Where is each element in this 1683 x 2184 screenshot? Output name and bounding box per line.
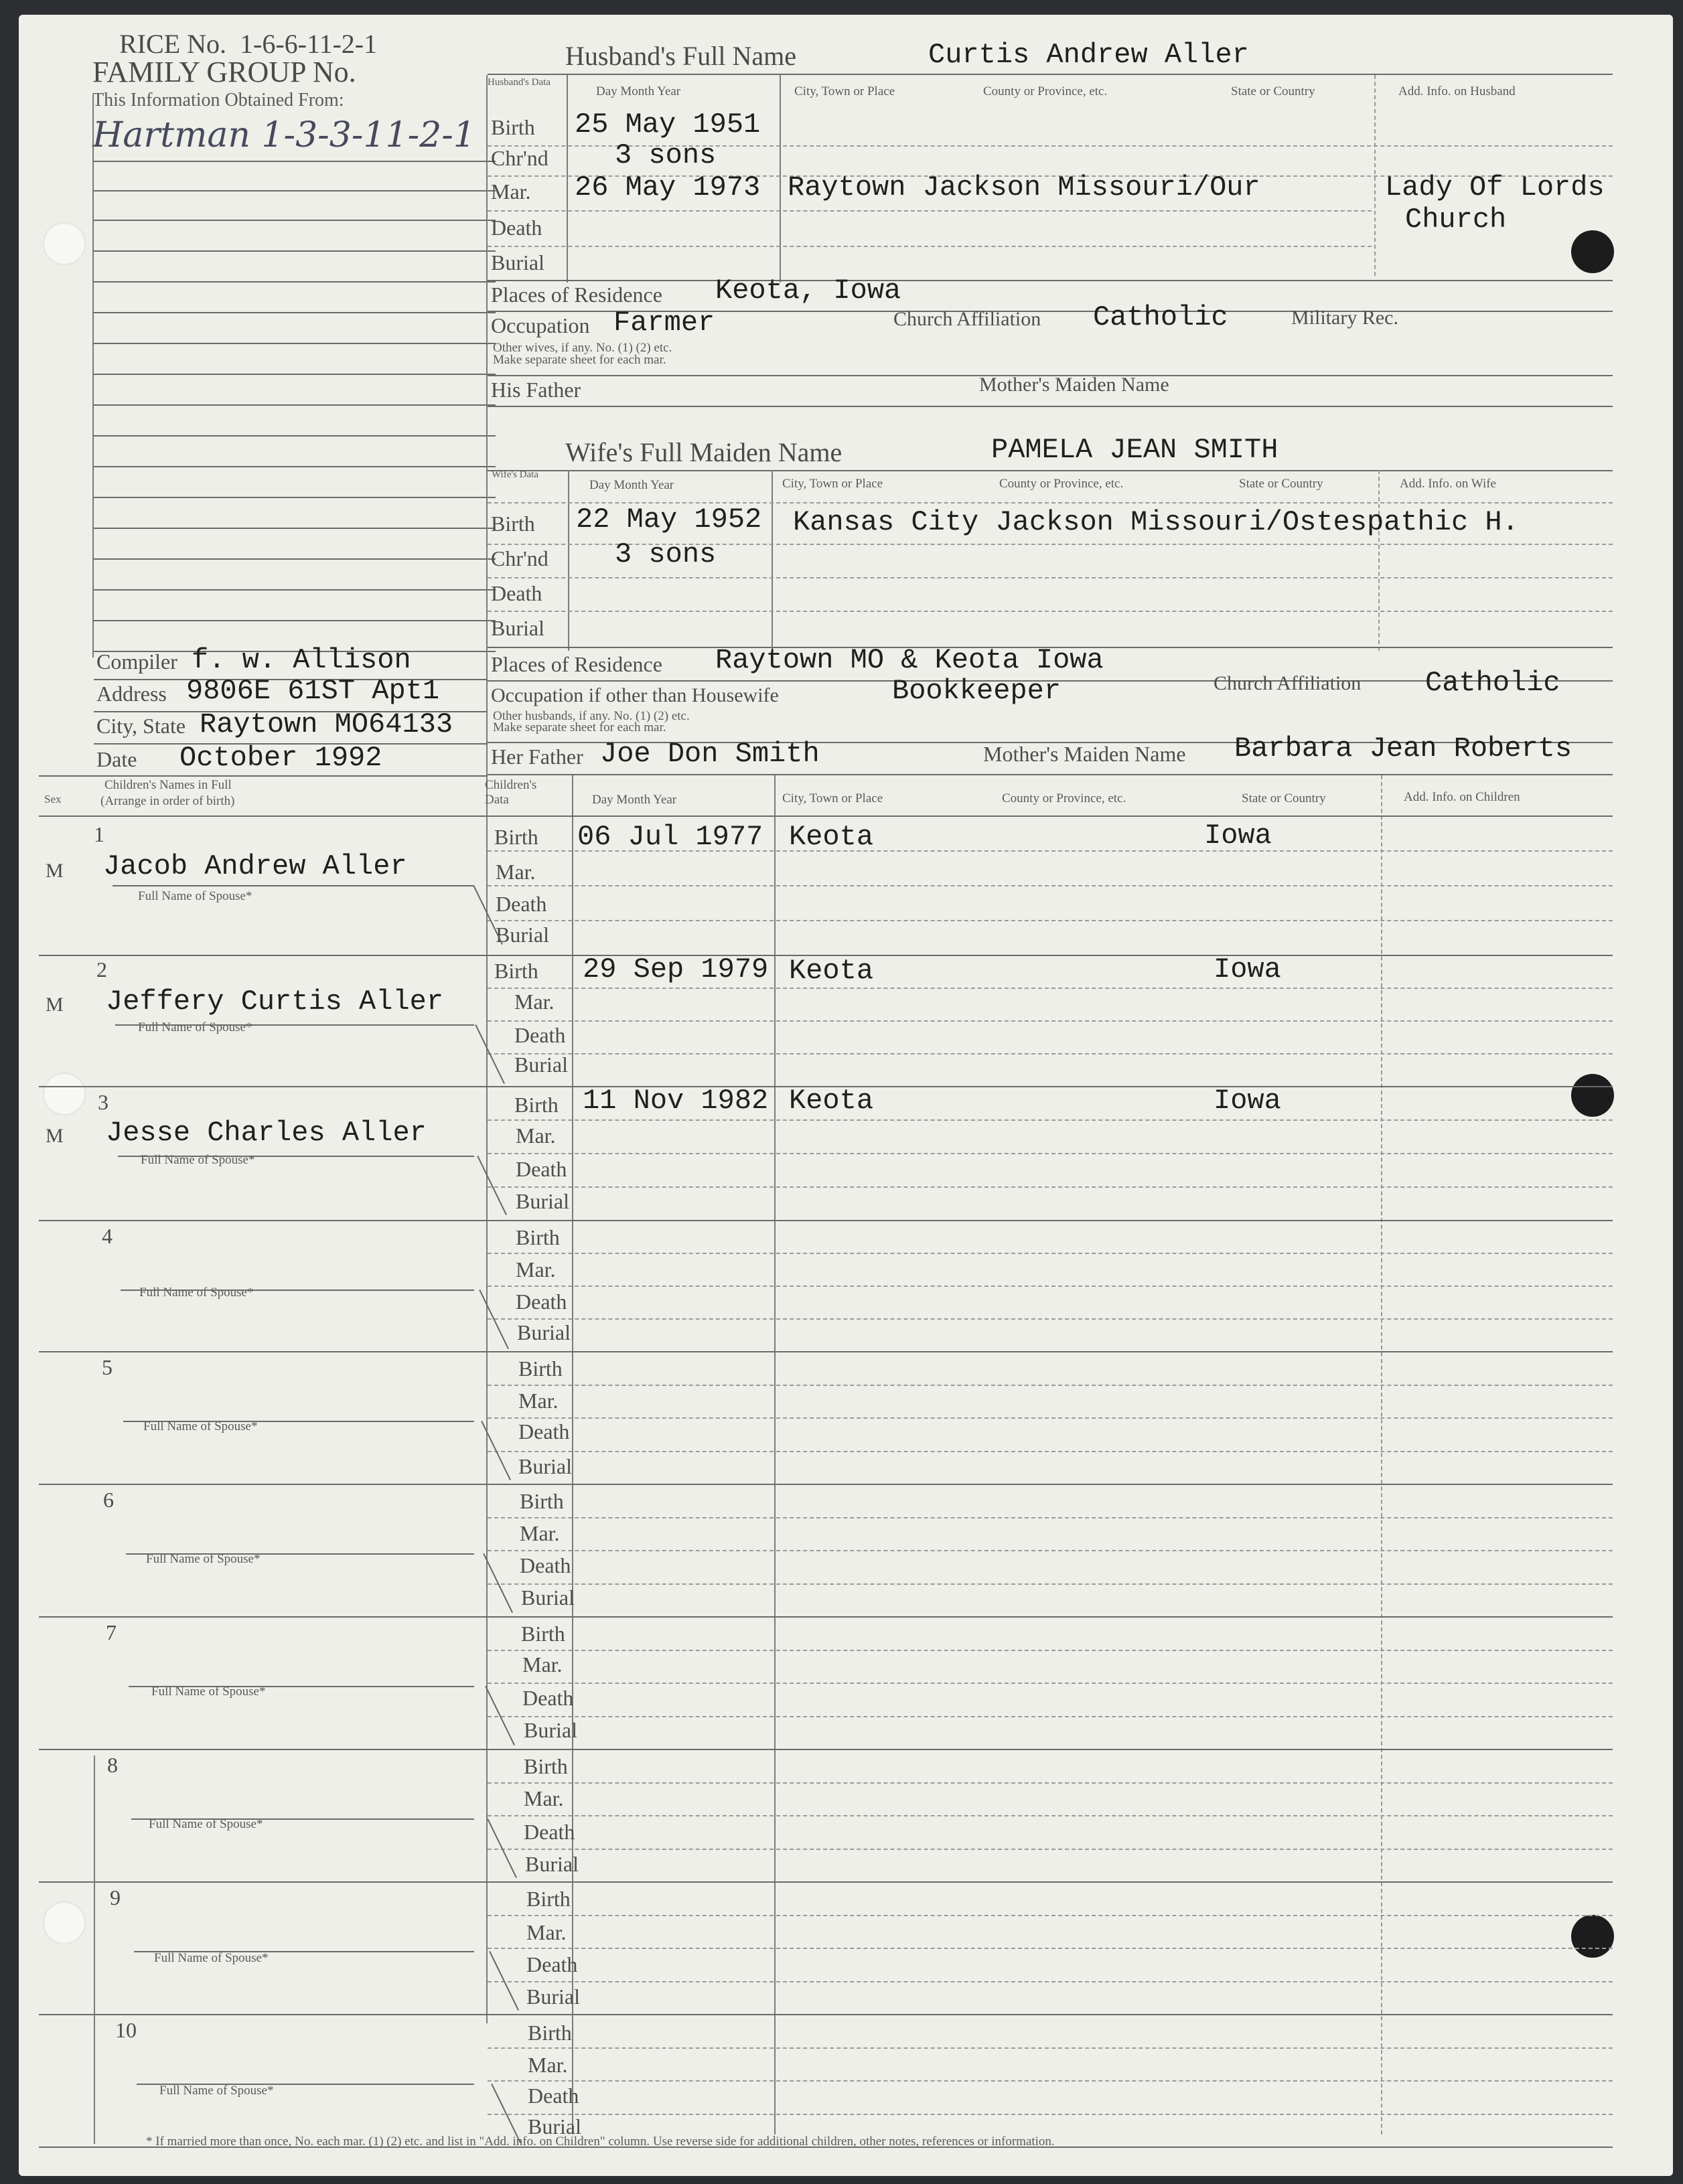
husband-col-county: County or Province, etc. <box>983 84 1108 98</box>
children-left-edge <box>94 1756 95 2144</box>
children-col-state: State or Country <box>1242 791 1326 805</box>
wife-church-value: Catholic <box>1425 667 1560 699</box>
child-number: 7 <box>106 1620 117 1644</box>
child-subrow-line <box>488 1318 1613 1320</box>
child-burial-label: Burial <box>528 2114 581 2138</box>
husband-mother-label: Mother's Maiden Name <box>979 374 1169 396</box>
child-subrow-line <box>488 1451 1613 1452</box>
child-number: 4 <box>102 1224 113 1248</box>
children-names-order: (Arrange in order of birth) <box>100 794 235 808</box>
husband-name-underline <box>488 74 1613 75</box>
family-group-sheet <box>19 15 1673 2176</box>
husband-mar-label: Mar. <box>491 179 531 204</box>
spouse-label: Full Name of Spouse* <box>138 1020 252 1034</box>
spouse-label: Full Name of Spouse* <box>154 1951 269 1965</box>
ledger-line <box>94 620 496 621</box>
compiler-value: f. w. Allison <box>192 644 411 676</box>
spouse-underline <box>121 1290 474 1291</box>
child-number: 9 <box>110 1885 121 1909</box>
husband-name-label: Husband's Full Name <box>565 41 796 71</box>
wife-father-label: Her Father <box>491 745 583 769</box>
wife-name-value: PAMELA JEAN SMITH <box>991 434 1278 466</box>
ledger-line <box>94 220 496 221</box>
child-mar-label: Mar. <box>514 990 555 1014</box>
child-block-separator <box>39 1086 1613 1087</box>
husband-mar-date: 26 May 1973 <box>575 171 761 204</box>
punch-hole-left-mid <box>43 1073 86 1115</box>
child-subrow-line <box>488 1385 1613 1386</box>
child-sex: M <box>46 994 64 1016</box>
spouse-label: Full Name of Spouse* <box>143 1419 258 1433</box>
child-sex: M <box>46 1125 64 1147</box>
child-sex: M <box>46 860 64 882</box>
children-col-info: Add. Info. on Children <box>1404 790 1520 804</box>
child-burial-label: Burial <box>514 1052 568 1077</box>
child-mar-label: Mar. <box>526 1920 567 1944</box>
child-subrow-line <box>488 885 1613 886</box>
child-block-separator <box>39 955 1613 956</box>
child-block-separator <box>39 1749 1613 1750</box>
child-subrow-line <box>488 1716 1613 1717</box>
date-label: Date <box>96 747 137 771</box>
row-line <box>488 611 1613 612</box>
child-block-separator <box>39 2014 1613 2015</box>
child-death-label: Death <box>516 1157 567 1181</box>
child-birth-label: Birth <box>518 1356 563 1381</box>
compiler-label: Compiler <box>96 649 177 674</box>
wife-chrnd-label: Chr'nd <box>491 546 548 570</box>
child-death-label: Death <box>526 1952 578 1976</box>
husband-col-state: State or Country <box>1231 84 1315 98</box>
child-subrow-line <box>488 1849 1613 1850</box>
child-birth-label: Birth <box>516 1225 560 1249</box>
wife-residence-label: Places of Residence <box>491 652 662 676</box>
husband-name-value: Curtis Andrew Aller <box>928 39 1249 71</box>
child-mar-label: Mar. <box>518 1389 559 1413</box>
spouse-underline <box>118 1156 474 1157</box>
husband-data-label: Husband's Data <box>488 77 551 88</box>
spouse-label: Full Name of Spouse* <box>141 1153 255 1167</box>
husband-burial-label: Burial <box>491 250 544 275</box>
children-names-label: Children's Names in Full <box>104 778 232 792</box>
spouse-underline <box>113 885 474 886</box>
wife-col-state: State or Country <box>1239 477 1323 491</box>
child-subrow-line <box>488 2047 1613 2049</box>
spouse-label: Full Name of Spouse* <box>138 889 252 903</box>
child-birth-state: Iowa <box>1204 820 1272 852</box>
child-subrow-line <box>488 988 1613 989</box>
obtained-from-value: Hartman 1-3-3-11-2-1 <box>92 115 475 155</box>
child-birth-city: Keota <box>789 955 874 987</box>
wife-mother-label: Mother's Maiden Name <box>983 742 1186 766</box>
wife-name-label: Wife's Full Maiden Name <box>565 437 843 467</box>
children-col-divider <box>774 775 776 2134</box>
child-subrow-line <box>488 1583 1613 1585</box>
child-mar-label: Mar. <box>528 2053 568 2077</box>
ledger-line <box>94 435 496 437</box>
wife-col-info: Add. Info. on Wife <box>1400 477 1496 491</box>
wife-mother-value: Barbara Jean Roberts <box>1234 732 1572 765</box>
city-label: City, State <box>96 714 186 738</box>
child-death-label: Death <box>514 1023 566 1047</box>
ledger-line <box>94 190 496 191</box>
wife-birth-place: Kansas City Jackson Missouri/Ostespathic H. <box>793 506 1519 538</box>
child-subrow-line <box>488 1948 1613 1949</box>
wife-other-husbands-1: Other husbands, if any. No. (1) (2) etc. <box>493 709 690 723</box>
spouse-underline <box>123 1421 474 1422</box>
child-number: 1 <box>94 822 104 846</box>
wife-col-divider <box>1378 470 1380 651</box>
husband-chrnd-value: 3 sons <box>615 139 717 171</box>
rice-no-label: RICE No. <box>119 29 226 59</box>
child-subrow-line <box>488 1815 1613 1816</box>
wife-occupation-label: Occupation if other than Housewife <box>491 684 779 706</box>
child-subrow-line <box>488 1253 1613 1254</box>
child-burial-label: Burial <box>524 1718 577 1742</box>
child-subrow-line <box>488 1981 1613 1982</box>
husband-occupation-label: Occupation <box>491 313 590 337</box>
spouse-label: Full Name of Spouse* <box>149 1817 263 1831</box>
child-subrow-line <box>488 1020 1613 1022</box>
husband-occupation-value: Farmer <box>613 307 715 339</box>
child-number: 2 <box>96 957 107 982</box>
address-value: 9806E 61ST Apt1 <box>186 675 440 707</box>
city-value: Raytown MO64133 <box>200 708 453 740</box>
husband-col-date: Day Month Year <box>596 84 681 98</box>
ledger-line <box>94 161 496 162</box>
husband-other-wives-2: Make separate sheet for each mar. <box>493 353 666 367</box>
child-death-label: Death <box>518 1419 570 1444</box>
child-burial-label: Burial <box>525 1852 579 1876</box>
spouse-underline <box>131 1818 474 1820</box>
wife-occupation-value: Bookkeeper <box>892 675 1062 707</box>
date-value: October 1992 <box>179 742 382 774</box>
child-subrow-line <box>488 1550 1613 1551</box>
row-line <box>488 774 1613 775</box>
child-subrow-line <box>488 920 1613 921</box>
husband-mar-place: Raytown Jackson Missouri/Our <box>788 171 1260 204</box>
row-line <box>488 577 1613 578</box>
child-birth-label: Birth <box>521 1622 565 1646</box>
child-birth-date: 06 Jul 1977 <box>577 821 763 853</box>
husband-church-value: Catholic <box>1093 301 1228 333</box>
husband-col-info: Add. Info. on Husband <box>1398 84 1516 98</box>
husband-military-label: Military Rec. <box>1291 307 1398 329</box>
child-birth-date: 11 Nov 1982 <box>583 1085 769 1117</box>
spouse-label: Full Name of Spouse* <box>159 2084 274 2098</box>
spouse-underline <box>126 1553 474 1555</box>
wife-death-label: Death <box>491 581 542 605</box>
child-block-separator <box>39 1484 1613 1485</box>
child-number: 6 <box>103 1488 114 1512</box>
child-birth-label: Birth <box>526 1887 571 1911</box>
ledger-line <box>94 466 496 467</box>
husband-info-line2: Church <box>1405 204 1507 236</box>
child-number: 8 <box>107 1753 118 1777</box>
spouse-label: Full Name of Spouse* <box>146 1552 261 1566</box>
ledger-line <box>94 281 496 283</box>
children-col-county: County or Province, etc. <box>1002 791 1126 805</box>
child-subrow-line <box>488 2080 1613 2082</box>
punch-hole-left-top <box>43 222 86 265</box>
child-burial-label: Burial <box>526 1984 580 2009</box>
child-name: Jeffery Curtis Aller <box>106 986 444 1018</box>
child-birth-city: Keota <box>789 1085 874 1117</box>
child-block-separator <box>39 1351 1613 1352</box>
left-ledger-edge <box>92 95 94 657</box>
child-birth-label: Birth <box>520 1489 564 1513</box>
wife-birth-date: 22 May 1952 <box>576 503 762 536</box>
husband-death-label: Death <box>491 216 542 240</box>
children-data-label: Children's Data <box>485 778 537 807</box>
child-number: 10 <box>115 2018 137 2042</box>
child-birth-label: Birth <box>514 1093 559 1117</box>
child-mar-label: Mar. <box>522 1652 563 1676</box>
wife-data-label: Wife's Data <box>492 469 538 480</box>
children-sex-label: Sex <box>44 793 62 805</box>
child-death-label: Death <box>516 1290 567 1314</box>
row-line <box>488 210 1372 212</box>
spouse-label: Full Name of Spouse* <box>151 1685 266 1699</box>
family-group-label: FAMILY GROUP No. <box>92 56 356 88</box>
wife-col-divider <box>772 470 773 651</box>
husband-residence-value: Keota, Iowa <box>715 275 901 307</box>
spouse-slash <box>477 1156 507 1215</box>
punch-hole-left-bottom <box>43 1901 86 1944</box>
child-birth-date: 29 Sep 1979 <box>583 953 769 986</box>
footer-note: * If married more than once, No. each mar. (1) (2) etc. and list in "Add. info. on Children" column. Use reverse side for additional children, other notes, references or information. <box>146 2134 1055 2149</box>
husband-birth-label: Birth <box>491 115 535 139</box>
row-line <box>39 775 488 777</box>
child-birth-state: Iowa <box>1214 1085 1281 1117</box>
husband-residence-label: Places of Residence <box>491 283 662 307</box>
child-birth-city: Keota <box>789 821 874 853</box>
child-death-label: Death <box>522 1686 574 1710</box>
child-death-label: Death <box>524 1820 575 1844</box>
wife-name-underline <box>488 470 1613 471</box>
punch-hole-right-mid <box>1571 1074 1614 1117</box>
child-number: 5 <box>102 1355 113 1379</box>
child-block-separator <box>39 1881 1613 1883</box>
child-burial-label: Burial <box>517 1320 571 1344</box>
child-death-label: Death <box>520 1553 571 1577</box>
ledger-line <box>94 250 496 252</box>
wife-col-divider <box>568 470 569 651</box>
children-col-divider <box>1381 775 1382 2134</box>
child-subrow-line <box>488 1417 1613 1419</box>
child-subrow-line <box>488 850 1613 852</box>
child-birth-label: Birth <box>494 959 538 983</box>
address-label: Address <box>96 682 167 706</box>
punch-hole-right-top <box>1571 230 1614 273</box>
wife-residence-value: Raytown MO & Keota Iowa <box>715 644 1104 676</box>
child-subrow-line <box>488 1650 1613 1651</box>
child-block-separator <box>39 1220 1613 1221</box>
child-subrow-line <box>488 1517 1613 1518</box>
child-subrow-line <box>488 2114 1613 2115</box>
ledger-line <box>94 343 496 344</box>
wife-col-county: County or Province, etc. <box>999 477 1124 491</box>
child-mar-label: Mar. <box>516 1257 556 1281</box>
wife-father-value: Joe Don Smith <box>600 738 820 770</box>
husband-col-divider <box>780 75 781 283</box>
child-birth-label: Birth <box>494 825 538 849</box>
child-block-separator <box>39 1616 1613 1618</box>
child-burial-label: Burial <box>496 923 549 947</box>
child-subrow-line <box>488 1782 1613 1784</box>
wife-birth-label: Birth <box>491 512 535 536</box>
child-name: Jesse Charles Aller <box>106 1117 427 1149</box>
punch-hole-right-bottom <box>1571 1915 1614 1958</box>
row-line <box>488 406 1613 407</box>
wife-chrnd-value: 3 sons <box>615 538 717 570</box>
child-death-label: Death <box>528 2084 579 2108</box>
row-line <box>488 280 1613 281</box>
child-mar-label: Mar. <box>516 1123 556 1148</box>
wife-church-label: Church Affiliation <box>1214 672 1362 694</box>
ledger-line <box>94 497 496 498</box>
child-birth-label: Birth <box>528 2021 572 2045</box>
ledger-line <box>94 589 496 591</box>
child-subrow-line <box>488 1153 1613 1154</box>
child-mar-label: Mar. <box>524 1786 564 1810</box>
wife-col-city: City, Town or Place <box>782 477 883 491</box>
husband-other-wives-1: Other wives, if any. No. (1) (2) etc. <box>493 341 672 355</box>
husband-church-label: Church Affiliation <box>893 308 1041 330</box>
spouse-underline <box>137 2084 474 2085</box>
child-subrow-line <box>488 1053 1613 1055</box>
wife-burial-label: Burial <box>491 616 544 640</box>
ledger-line <box>94 312 496 313</box>
child-subrow-line <box>488 1915 1613 1916</box>
spouse-underline <box>134 1951 474 1952</box>
child-burial-label: Burial <box>516 1189 569 1213</box>
husband-birth-date: 25 May 1951 <box>575 108 761 141</box>
rice-no-value: 1-6-6-11-2-1 <box>240 29 378 59</box>
husband-father-label: His Father <box>491 378 581 402</box>
wife-col-date: Day Month Year <box>589 478 674 492</box>
spouse-underline <box>129 1686 474 1687</box>
spouse-label: Full Name of Spouse* <box>139 1285 254 1300</box>
spouse-underline <box>115 1024 474 1026</box>
child-mar-label: Mar. <box>520 1521 560 1545</box>
children-col-divider <box>572 775 573 2134</box>
child-mar-label: Mar. <box>496 860 536 884</box>
child-subrow-line <box>488 1285 1613 1287</box>
child-number: 3 <box>98 1090 108 1114</box>
children-col-date: Day Month Year <box>592 793 677 807</box>
children-col-city: City, Town or Place <box>782 791 883 805</box>
husband-chrnd-label: Chr'nd <box>491 146 548 170</box>
ledger-line <box>94 528 496 529</box>
child-block-separator <box>39 815 1613 817</box>
ledger-line <box>94 374 496 375</box>
child-death-label: Death <box>496 892 547 916</box>
obtained-from-label: This Information Obtained From: <box>92 90 344 110</box>
child-birth-state: Iowa <box>1214 953 1281 986</box>
child-subrow-line <box>488 1119 1613 1121</box>
child-birth-label: Birth <box>524 1754 568 1778</box>
child-subrow-line <box>488 1683 1613 1684</box>
child-burial-label: Burial <box>518 1454 572 1478</box>
husband-col-city: City, Town or Place <box>794 84 895 98</box>
husband-info-line1: Lady Of Lords <box>1385 171 1605 204</box>
wife-other-husbands-2: Make separate sheet for each mar. <box>493 720 666 734</box>
ledger-line <box>94 558 496 560</box>
child-name: Jacob Andrew Aller <box>103 850 407 882</box>
husband-col-divider <box>567 75 568 283</box>
ledger-line <box>94 404 496 406</box>
child-subrow-line <box>488 1186 1613 1188</box>
child-burial-label: Burial <box>521 1585 575 1610</box>
row-line <box>488 246 1372 247</box>
